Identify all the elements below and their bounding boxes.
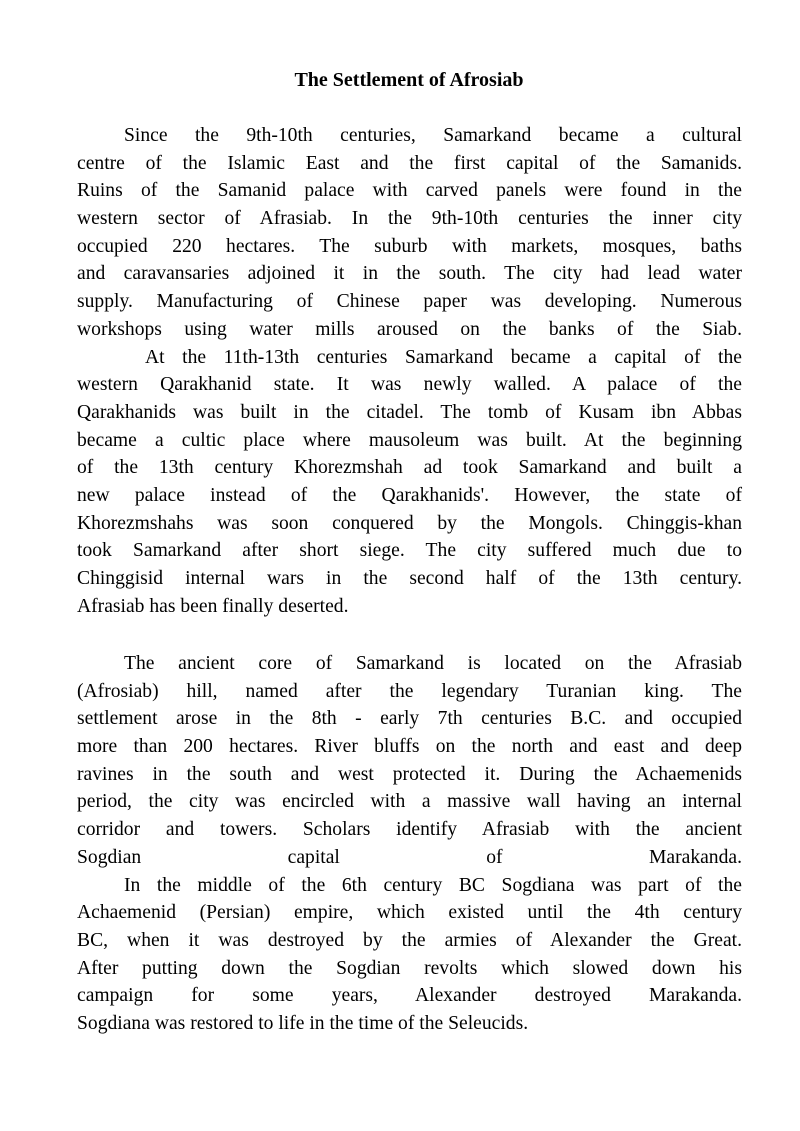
text-line: centre of the Islamic East and the first capital of the Samanids. — [77, 152, 742, 174]
text-line: western sector of Afrasiab. In the 9th-10th centuries the inner city — [77, 208, 742, 230]
text-line: campaign for some years, Alexander destroyed Marakanda. — [77, 985, 742, 1007]
text-line: The ancient core of Samarkand is located on the Afrasiab — [124, 653, 742, 674]
text-line: workshops using water mills aroused on the banks of the Siab. — [77, 318, 742, 340]
text-line: new palace instead of the Qarakhanids'. However, the state of — [77, 484, 742, 506]
paragraph-ancient-core — [77, 650, 742, 1038]
document-title: The Settlement of Afrosiab — [294, 69, 524, 91]
text-line: Ruins of the Samanid palace with carved panels were found in the — [77, 180, 742, 202]
text-line: became a cultic place where mausoleum was built. At the beginning — [77, 429, 742, 451]
text-line: and caravansaries adjoined it in the south. The city had lead water — [77, 263, 742, 285]
text-line: Sogdiana was restored to life in the time of the Seleucids. — [77, 1012, 529, 1034]
text-line: Since the 9th-10th centuries, Samarkand became a cultural — [124, 125, 742, 146]
text-line: more than 200 hectares. River bluffs on the north and east and deep — [77, 736, 742, 758]
text-line: After putting down the Sogdian revolts which slowed down his — [77, 957, 742, 979]
text-line: In the middle of the 6th century BC Sogdiana was part of the — [124, 874, 742, 896]
text-line: took Samarkand after short siege. The city suffered much due to — [77, 540, 742, 562]
text-line: settlement arose in the 8th - early 7th centuries B.C. and occupied — [77, 708, 742, 730]
text-line: of the 13th century Khorezmshah ad took Samarkand and built a — [77, 457, 742, 479]
text-line: Chinggisid internal wars in the second half of the 13th century. — [77, 568, 742, 589]
text-line: Sogdian capital of Marakanda. — [77, 846, 742, 868]
text-line: (Afrosiab) hill, named after the legendary Turanian king. The — [77, 680, 742, 702]
text-line: Qarakhanids was built in the citadel. The tomb of Kusam ibn Abbas — [77, 401, 742, 423]
text-line: ravines in the south and west protected it. During the Achaemenids — [77, 763, 742, 785]
text-line: Khorezmshahs was soon conquered by the Mongols. Chinggis-khan — [77, 512, 742, 534]
text-line: Achaemenid (Persian) empire, which existed until the 4th century — [77, 902, 742, 924]
text-line: At the 11th-13th centuries Samarkand became a capital of the — [145, 346, 742, 368]
text-line: Afrasiab has been finally deserted. — [77, 595, 349, 617]
text-line: corridor and towers. Scholars identify Afrasiab with the ancient — [77, 819, 742, 841]
text-line: western Qarakhanid state. It was newly walled. A palace of the — [77, 374, 742, 396]
text-line: BC, when it was destroyed by the armies of Alexander the Great. — [77, 929, 742, 951]
text-line: period, the city was encircled with a massive wall having an internal — [77, 791, 742, 813]
text-line: occupied 220 hectares. The suburb with markets, mosques, baths — [77, 235, 742, 257]
paragraph-samanid-qarakhanid — [77, 122, 742, 620]
text-line: supply. Manufacturing of Chinese paper was developing. Numerous — [77, 291, 742, 313]
